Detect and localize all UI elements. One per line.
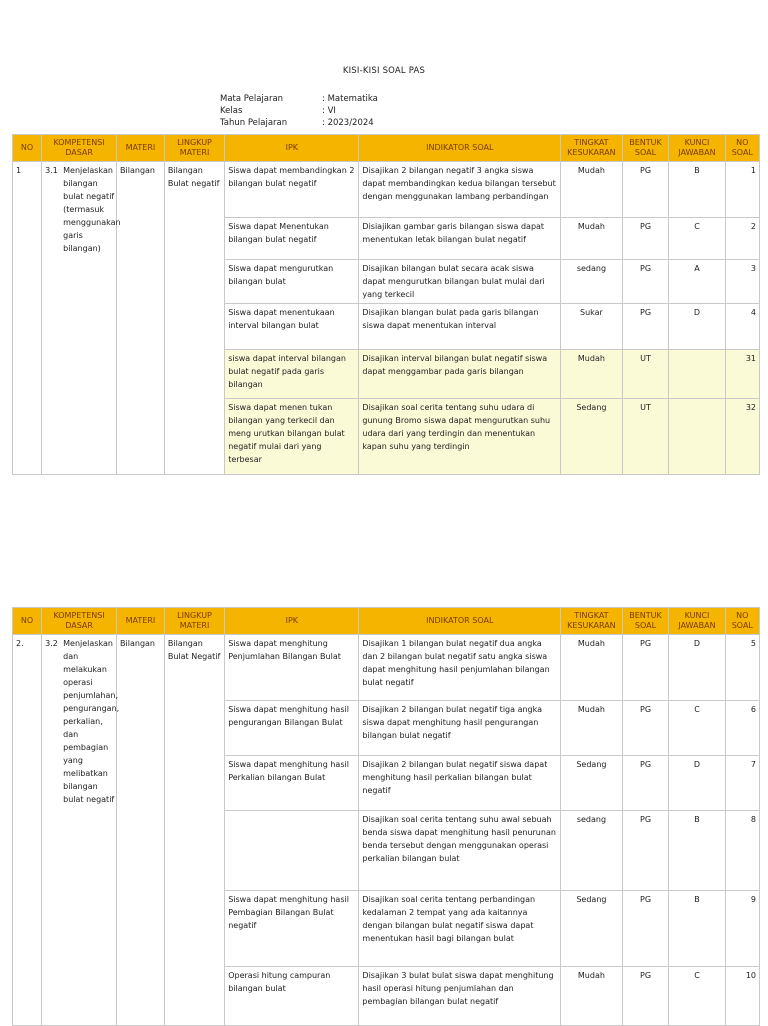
- ipk-cell: Siswa dapat Menentukan bilangan bulat negatif: [225, 218, 359, 260]
- kunci-jawaban-cell: A: [669, 260, 725, 304]
- kunci-jawaban-cell: B: [669, 811, 725, 891]
- row-number: 1: [13, 162, 42, 475]
- header-bentuk-soal: BENTUK SOAL: [622, 608, 669, 635]
- ipk-cell: Operasi hitung campuran bilangan bulat: [225, 967, 359, 1026]
- bentuk-soal-cell: PG: [622, 218, 669, 260]
- ipk-cell: Siswa dapat menghitung hasil Perkalian bilangan Bulat: [225, 756, 359, 811]
- document-title: KISI-KISI SOAL PAS: [342, 66, 426, 76]
- meta-value: : 2023/2024: [322, 118, 374, 128]
- no-soal-cell: 3: [725, 260, 759, 304]
- ipk-cell: Siswa dapat menen tukan bilangan yang terkecil dan meng urutkan bilangan bulat negatif mulai dari yang terbesar: [225, 399, 359, 475]
- bentuk-soal-cell: UT: [622, 350, 669, 399]
- meta-row-subject: [220, 93, 378, 105]
- bentuk-soal-cell: PG: [622, 635, 669, 701]
- bentuk-soal-cell: PG: [622, 756, 669, 811]
- meta-label: Kelas: [220, 106, 243, 116]
- meta-row-class: [220, 105, 378, 117]
- indikator-soal-cell: Disajikan blangan bulat pada garis bilangan siswa dapat menentukan interval: [359, 304, 561, 350]
- no-soal-cell: 8: [725, 811, 759, 891]
- header-kompetensi-dasar: KOMPETENSI DASAR: [42, 608, 117, 635]
- header-no-soal: NO SOAL: [725, 608, 759, 635]
- no-soal-cell: 7: [725, 756, 759, 811]
- kunci-jawaban-cell: D: [669, 756, 725, 811]
- indikator-soal-cell: Disajikan 2 bilangan bulat negatif siswa dapat menghitung hasil perkalian bilangan bulat negatif: [359, 756, 561, 811]
- indikator-soal-cell: Disajikan 2 bilangan bulat negatif tiga angka siswa dapat menghitung hasil pengurangan bilangan bulat negatif: [359, 701, 561, 756]
- ipk-cell: siswa dapat interval bilangan bulat negatif pada garis bilangan: [225, 350, 359, 399]
- document-meta: [220, 93, 378, 129]
- no-soal-cell: 5: [725, 635, 759, 701]
- tingkat-kesukaran-cell: sedang: [561, 260, 622, 304]
- lingkup-materi-cell: Bilangan Bulat negatif: [164, 162, 224, 475]
- bentuk-soal-cell: PG: [622, 811, 669, 891]
- bentuk-soal-cell: UT: [622, 399, 669, 475]
- kunci-jawaban-cell: C: [669, 218, 725, 260]
- no-soal-cell: 9: [725, 891, 759, 967]
- materi-cell: Bilangan: [117, 162, 165, 475]
- header-lingkup-materi: LINGKUP MATERI: [164, 608, 224, 635]
- indikator-soal-cell: Disiajikan gambar garis bilangan siswa dapat menentukan letak bilangan bulat negatif: [359, 218, 561, 260]
- kunci-jawaban-cell: D: [669, 635, 725, 701]
- bentuk-soal-cell: PG: [622, 162, 669, 218]
- no-soal-cell: 10: [725, 967, 759, 1026]
- row-number: 2.: [13, 635, 42, 1026]
- no-soal-cell: 1: [725, 162, 759, 218]
- header-kunci-jawaban: KUNCI JAWABAN: [669, 135, 725, 162]
- header-no-soal: NO SOAL: [725, 135, 759, 162]
- meta-label: Tahun Pelajaran: [220, 118, 288, 128]
- kunci-jawaban-cell: C: [669, 967, 725, 1026]
- bentuk-soal-cell: PG: [622, 891, 669, 967]
- kunci-jawaban-cell: B: [669, 891, 725, 967]
- no-soal-cell: 6: [725, 701, 759, 756]
- ipk-cell: Siswa dapat menentukaan interval bilangan bulat: [225, 304, 359, 350]
- no-soal-cell: 2: [725, 218, 759, 260]
- ipk-cell: Siswa dapat menghitung hasil pengurangan Bilangan Bulat: [225, 701, 359, 756]
- header-materi: MATERI: [117, 608, 165, 635]
- indikator-soal-cell: Disajikan 2 bilangan negatif 3 angka siswa dapat membandingkan kedua bilangan tersebut dengan menggunakan lambang perbandingan: [359, 162, 561, 218]
- indikator-soal-cell: Disajikan soal cerita tentang suhu awal sebuah benda siswa dapat menghitung hasil penurunan benda tersebut dengan menggunakan operasi perkalian bilangan bulat: [359, 811, 561, 891]
- kisi-table-2: [12, 607, 760, 1026]
- bentuk-soal-cell: PG: [622, 260, 669, 304]
- header-tingkat-kesukaran: TINGKAT KESUKARAN: [561, 135, 622, 162]
- no-soal-cell: 31: [725, 350, 759, 399]
- tingkat-kesukaran-cell: Mudah: [561, 967, 622, 1026]
- kunci-jawaban-cell: C: [669, 701, 725, 756]
- kompetensi-dasar-cell: [42, 162, 121, 475]
- kunci-jawaban-cell: D: [669, 304, 725, 350]
- meta-value: : VI: [322, 106, 336, 116]
- tingkat-kesukaran-cell: Mudah: [561, 350, 622, 399]
- ipk-cell: [225, 811, 359, 891]
- kunci-jawaban-cell: [669, 399, 725, 475]
- no-soal-cell: 32: [725, 399, 759, 475]
- table-row: [13, 162, 760, 218]
- header-materi: MATERI: [117, 135, 165, 162]
- ipk-cell: Siswa dapat membandingkan 2 bilangan bulat negatif: [225, 162, 359, 218]
- header-ipk: IPK: [225, 135, 359, 162]
- header-no: NO: [13, 135, 42, 162]
- tingkat-kesukaran-cell: Mudah: [561, 701, 622, 756]
- tingkat-kesukaran-cell: Sedang: [561, 891, 622, 967]
- indikator-soal-cell: Disajikan interval bilangan bulat negatif siswa dapat menggambar pada garis bilangan: [359, 350, 561, 399]
- indikator-soal-cell: Disajikan 3 bulat bulat siswa dapat menghitung hasil operasi hitung penjumlahan dan pembagian bilangan bulat negatif: [359, 967, 561, 1026]
- ipk-cell: Siswa dapat mengurutkan bilangan bulat: [225, 260, 359, 304]
- kd-number: 3.1: [45, 166, 58, 175]
- header-no: NO: [13, 608, 42, 635]
- tingkat-kesukaran-cell: Mudah: [561, 162, 622, 218]
- materi-cell: Bilangan: [117, 635, 165, 1026]
- tingkat-kesukaran-cell: Sedang: [561, 756, 622, 811]
- header-tingkat-kesukaran: TINGKAT KESUKARAN: [561, 608, 622, 635]
- no-soal-cell: 4: [725, 304, 759, 350]
- header-row: [13, 135, 760, 162]
- bentuk-soal-cell: PG: [622, 967, 669, 1026]
- indikator-soal-cell: Disajikan soal cerita tentang perbandingan kedalaman 2 tempat yang ada kaitannya dengan bilangan bulat negatif siswa dapat menentukan hasil bagi bilangan bulat: [359, 891, 561, 967]
- meta-value: : Matematika: [322, 94, 378, 104]
- indikator-soal-cell: Disajikan 1 bilangan bulat negatif dua angka dan 2 bilangan bulat negatif satu angka siswa dapat menghitung hasil penjumlahan bilangan bulat negatif: [359, 635, 561, 701]
- header-row: [13, 608, 760, 635]
- kisi-table-1: [12, 134, 760, 475]
- tingkat-kesukaran-cell: Mudah: [561, 218, 622, 260]
- tingkat-kesukaran-cell: Mudah: [561, 635, 622, 701]
- header-indikator-soal: INDIKATOR SOAL: [359, 135, 561, 162]
- kd-text: Menjelaskan bilangan bulat negatif (termasuk menggunakan garis bilangan): [63, 166, 121, 253]
- header-kompetensi-dasar: KOMPETENSI DASAR: [42, 135, 117, 162]
- tingkat-kesukaran-cell: Sedang: [561, 399, 622, 475]
- header-kunci-jawaban: KUNCI JAWABAN: [669, 608, 725, 635]
- tingkat-kesukaran-cell: Sukar: [561, 304, 622, 350]
- kd-number: 3.2: [45, 639, 58, 648]
- kompetensi-dasar-cell: [42, 635, 120, 1026]
- lingkup-materi-cell: Bilangan Bulat Negatif: [164, 635, 224, 1026]
- ipk-cell: Siswa dapat menghitung Penjumlahan Bilangan Bulat: [225, 635, 359, 701]
- kunci-jawaban-cell: B: [669, 162, 725, 218]
- tingkat-kesukaran-cell: sedang: [561, 811, 622, 891]
- indikator-soal-cell: Disajikan bilangan bulat secara acak siswa dapat mengurutkan bilangan bulat mulai dari yang terkecil: [359, 260, 561, 304]
- kunci-jawaban-cell: [669, 350, 725, 399]
- indikator-soal-cell: Disajikan soal cerita tentang suhu udara di gunung Bromo siswa dapat mengurutkan suhu udara dari yang terdingin dan menentukan kapan suhu yang terdingin: [359, 399, 561, 475]
- ipk-cell: Siswa dapat menghitung hasil Pembagian Bilangan Bulat negatif: [225, 891, 359, 967]
- header-ipk: IPK: [225, 608, 359, 635]
- kd-text: Menjelaskan dan melakukan operasi penjumlahan, pengurangan, perkalian, dan pembagian yang melibatkan bilangan bulat negatif: [63, 639, 120, 804]
- meta-label: Mata Pelajaran: [220, 94, 284, 104]
- header-indikator-soal: INDIKATOR SOAL: [359, 608, 561, 635]
- header-bentuk-soal: BENTUK SOAL: [622, 135, 669, 162]
- bentuk-soal-cell: PG: [622, 304, 669, 350]
- bentuk-soal-cell: PG: [622, 701, 669, 756]
- header-lingkup-materi: LINGKUP MATERI: [164, 135, 224, 162]
- meta-row-year: [220, 117, 378, 129]
- table-row: [13, 635, 760, 701]
